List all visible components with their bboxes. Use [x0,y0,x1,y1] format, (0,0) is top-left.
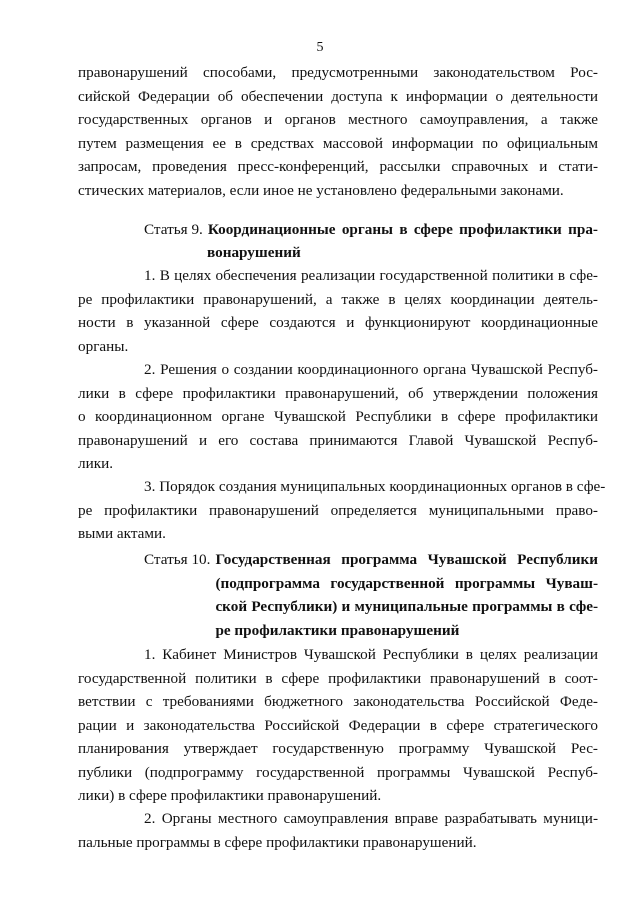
article-9-paragraph-2 [78,358,598,476]
article-9-heading-cont [207,241,598,265]
article-10-prefix: Статья 10. [144,551,211,568]
article-10-paragraph-2 [78,807,598,854]
text-line: 3. Порядок создания муниципальных координационных органов в сфе- [144,478,606,495]
text-line: 1. Кабинет Министров Чувашской Республики в целях реализации [144,646,598,663]
article-9-title-line: вонарушений [207,244,301,261]
text-line: лики) в сфере профилактики правонарушений. [78,787,382,804]
text-line: ности в указанной сфере создаются и функционируют координационные [78,314,598,331]
text-line: пальные программы в сфере профилактики правонарушений. [78,833,477,851]
article-9-title-line: Координационные органы в сфере профилактики пра- [207,221,598,238]
intro-paragraph [78,61,598,202]
text-line: правонарушений и его состава принимаются Главой Чувашской Респуб- [78,431,598,449]
text-line: рации и законодательства Российской Федерации в сфере стратегического [78,716,598,734]
text-line: 2. Решения о создании координационного органа Чувашской Респуб- [144,361,598,378]
text-line: планирования утверждает государственную программу Чувашской Рес- [78,740,598,757]
article-10-title-line: ской Республики) и муниципальные программы в сфе- [215,598,598,615]
article-9-heading [144,218,598,242]
text-line: запросам, проведения пресс-конференций, рассылки справочных и стати- [78,158,598,175]
article-9-prefix: Статья 9. [144,221,203,238]
text-line: о координационном органе Чувашской Республики в сфере профилактики [78,408,598,425]
article-10-title-line: (подпрограмма государственной программы Чуваш- [215,574,598,592]
article-9-paragraph-3 [78,475,606,546]
article-10-heading [144,548,598,642]
text-line: лики. [78,455,114,472]
article-9-title [208,218,598,242]
text-line: выми актами. [78,525,166,542]
article-10-title-line: Государственная программа Чувашской Республики [215,551,598,568]
text-line: 2. Органы местного самоуправления вправе разрабатывать муници- [144,810,598,827]
text-line: правонарушений способами, предусмотренными законодательством Рос- [78,64,598,81]
text-line: государственной политики в сфере профилактики правонарушений в соот- [78,669,598,687]
article-10-title [215,548,598,642]
page-number: 5 [316,40,324,55]
text-line: путем размещения ее в средствах массовой информации по официальным [78,134,598,152]
text-line: органы. [78,337,129,355]
text-line: ветствии с требованиями бюджетного законодательства Российской Феде- [78,693,598,710]
text-line: публики (подпрограмму государственной программы Чувашской Респуб- [78,763,598,781]
text-line: ре профилактики правонарушений, а также в целях координации деятель- [78,290,598,308]
text-line: сийской Федерации об обеспечении доступа к информации о деятельности [78,87,598,105]
text-line: государственных органов и органов местного самоуправления, а также [78,111,598,128]
text-line: стических материалов, если иное не установлено федеральными законами. [78,181,564,199]
article-10-paragraph-1 [78,643,598,808]
article-9-paragraph-1 [78,264,598,358]
text-line: ре профилактики правонарушений определяется муниципальными право- [78,501,598,519]
text-line: 1. В целях обеспечения реализации государственной политики в сфе- [144,267,598,284]
article-10-title-line: ре профилактики правонарушений [215,621,460,639]
text-line: лики в сфере профилактики правонарушений, об утверждении положения [78,384,598,402]
